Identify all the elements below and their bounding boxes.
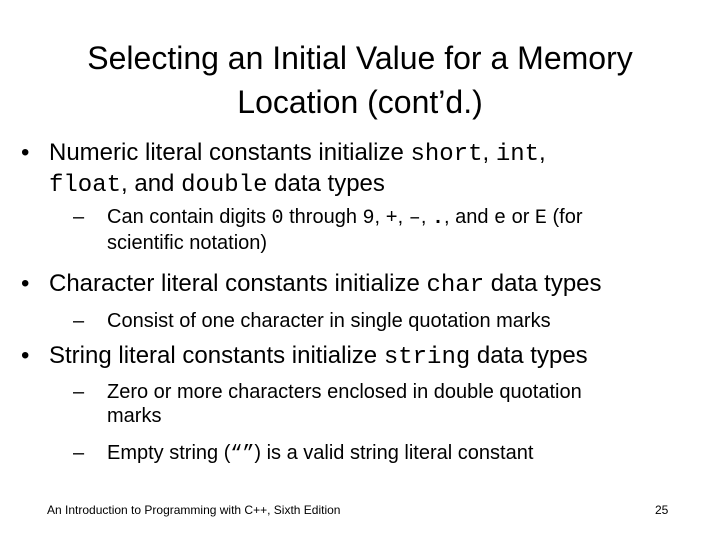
text: String literal constants initialize [49,342,384,369]
text: , and [121,170,182,197]
bullet-string-literals [21,341,689,372]
slide-title [30,36,690,124]
sub-bullet-double-quotes [73,380,687,428]
text: Empty string ( [107,442,231,464]
text: , [420,206,432,228]
text: or [506,206,535,228]
code-float: float [49,172,122,199]
code-9: 9 [362,207,375,230]
text: (for [546,206,583,228]
text: through [283,206,363,228]
sub-bullet-digits [73,205,687,255]
code-e: e [494,207,507,230]
title-line-2: Location (cont’d.) [237,84,483,120]
text: Consist of one character in single quotation marks [107,310,551,332]
code-double: double [181,172,268,199]
text: , [397,206,409,228]
bullet-character-literals [21,269,689,300]
text: data types [267,170,385,197]
sub-bullet-dash: – [73,206,85,228]
bullet-point: • [21,342,30,369]
text: Character literal constants initialize [49,270,427,297]
text: , [482,139,496,166]
text: data types [470,342,588,369]
code-plus: + [385,207,398,230]
sub-bullet-dash: – [73,381,85,403]
sub-bullet-single-quotes [73,309,687,333]
sub-bullet-dash: – [73,442,85,464]
code-short: short [410,141,483,168]
footer-book-title: An Introduction to Programming with C++, Sixth Edition [47,503,341,517]
text: Numeric literal constants initialize [49,139,411,166]
title-line-1: Selecting an Initial Value for a Memory [87,40,633,76]
code-0: 0 [271,207,284,230]
code-int: int [495,141,540,168]
text: , [539,139,546,166]
text: ) is a valid string literal constant [254,442,534,464]
text: , and [443,206,494,228]
code-char: char [426,272,485,299]
sub-bullet-empty-string [73,441,687,467]
text: , [374,206,386,228]
sub-bullet-dash: – [73,310,85,332]
text: scientific notation) [107,232,268,254]
text: marks [107,405,162,427]
code-empty-quotes: “” [230,443,255,466]
bullet-numeric-literals [21,138,689,200]
code-E: E [534,207,547,230]
code-minus: – [408,207,421,230]
code-period: . [431,207,444,230]
bullet-point: • [21,270,30,297]
page-number: 25 [655,503,669,517]
bullet-point: • [21,139,30,166]
text: data types [484,270,602,297]
text: Can contain digits [107,206,272,228]
text: Zero or more characters enclosed in double quotation [107,381,582,403]
code-string: string [383,344,471,371]
